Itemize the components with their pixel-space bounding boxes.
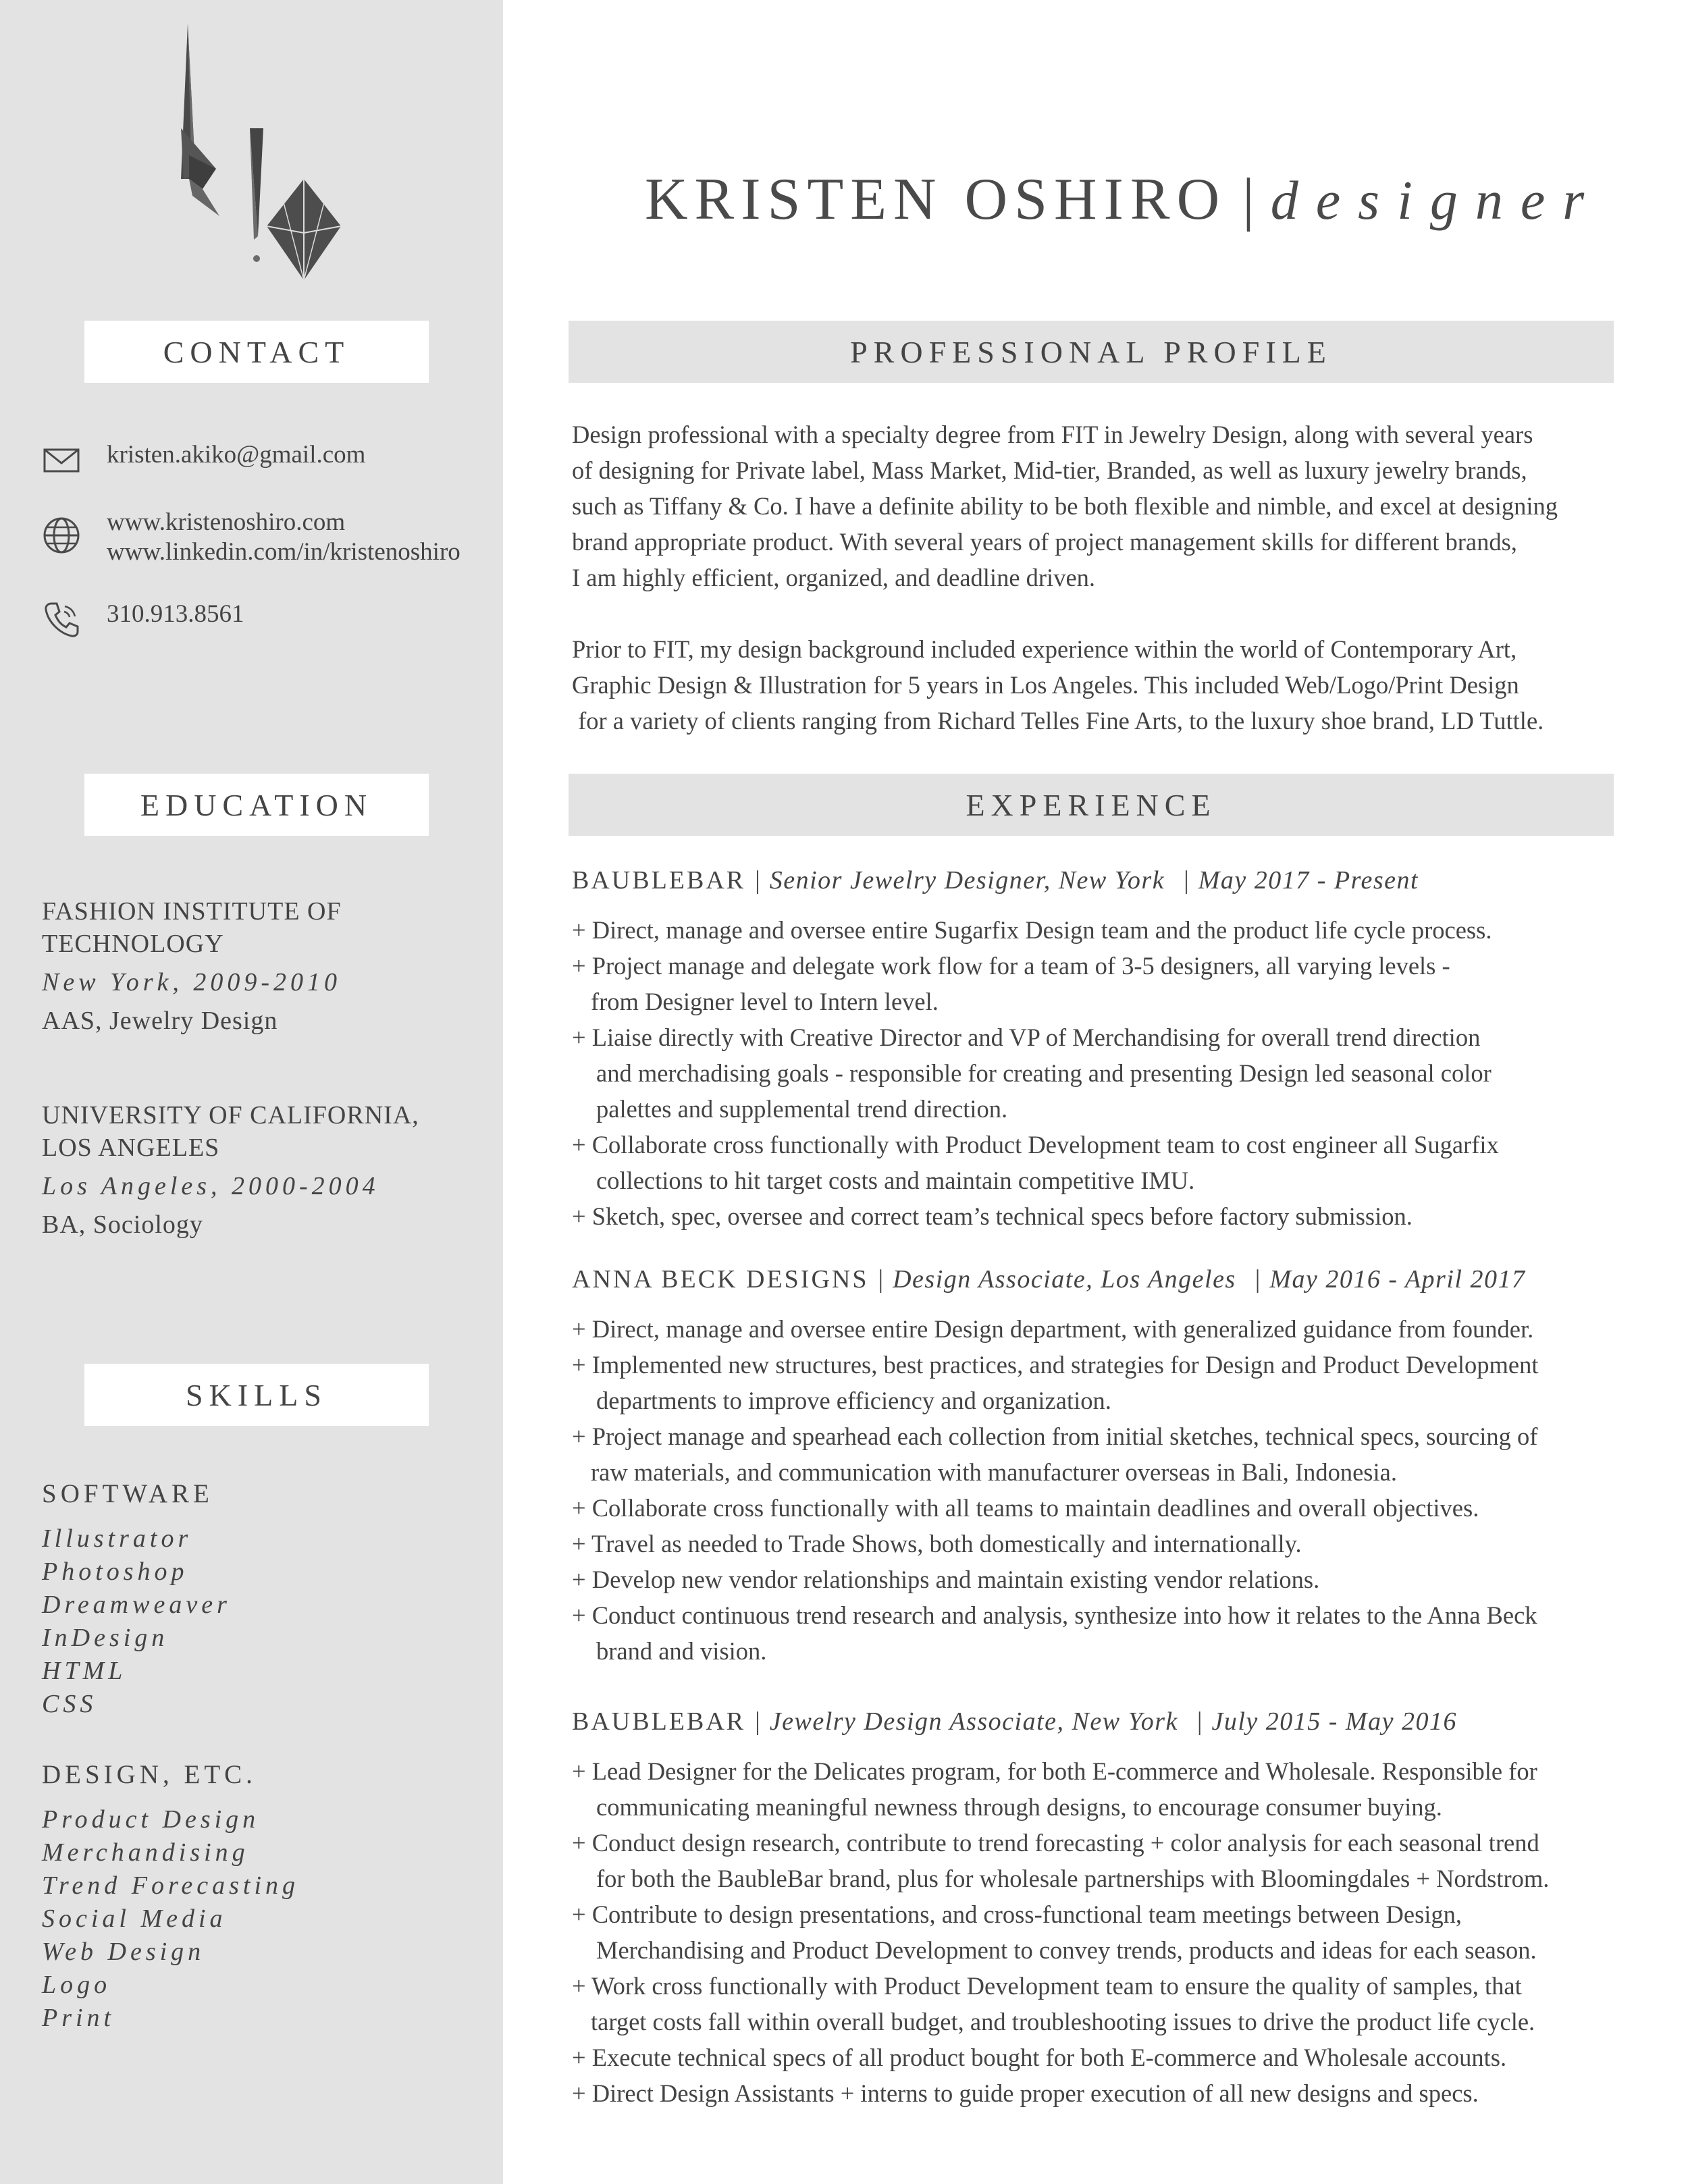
text-line: I am highly efficient, organized, and deadline driven. [572, 564, 1096, 591]
job-bullets [572, 1753, 1625, 2111]
phone-icon [42, 600, 81, 639]
bullet-line: communicating meaningful newness through designs, to encourage consumer buying. [596, 1793, 1442, 1821]
contact-web-row [42, 508, 460, 567]
school-name-line1: UNIVERSITY OF CALIFORNIA, [42, 1101, 419, 1129]
school-location: Los Angeles, 2000-2004 [42, 1172, 379, 1200]
bullet-line: + Collaborate cross functionally with all teams to maintain deadlines and overall objectives. [572, 1494, 1479, 1522]
job-bullets [572, 1311, 1625, 1669]
bullet-line: + Sketch, spec, oversee and correct team’s technical specs before factory submission. [572, 1202, 1413, 1230]
skill-item: Web Design [42, 1938, 205, 1966]
bullet-line: departments to improve efficiency and organization. [596, 1387, 1111, 1414]
bullet-line: + Travel as needed to Trade Shows, both domestically and internationally. [572, 1530, 1302, 1557]
job-dates: July 2015 - May 2016 [1211, 1707, 1457, 1736]
experience-heading: EXPERIENCE [569, 774, 1614, 836]
job-header: BAUBLEBAR | Senior Jewelry Designer, New York | May 2017 - Present [572, 866, 1419, 895]
profile-paragraph-1 [572, 417, 1625, 595]
bullet-line: + Contribute to design presentations, and cross-functional team meetings between Design, [572, 1900, 1462, 1928]
bullet-line: + Collaborate cross functionally with Product Development team to cost engineer all Sugarfix [572, 1131, 1499, 1158]
mail-icon [42, 440, 81, 479]
text-line: brand appropriate product. With several years of project management skills for different brands, [572, 528, 1517, 556]
text-line: such as Tiffany & Co. I have a definite ability to be both flexible and nimble, and excel at designing [572, 492, 1558, 520]
bullet-line: + Lead Designer for the Delicates program, for both E-commerce and Wholesale. Responsible for [572, 1757, 1537, 1785]
bullet-line: Merchandising and Product Development to convey trends, products and ideas for each season. [596, 1936, 1537, 1964]
bullet-line: from Designer level to Intern level. [591, 988, 939, 1015]
email-link[interactable]: kristen.akiko@gmail.com [107, 441, 366, 469]
job-dates: May 2016 - April 2017 [1269, 1265, 1526, 1294]
skill-item: Logo [42, 1971, 111, 1999]
contact-email-row [42, 440, 365, 479]
contact-phone-row [42, 600, 244, 639]
software-title: SOFTWARE [42, 1479, 213, 1508]
bullet-line: + Execute technical specs of all product bought for both E-commerce and Wholesale accounts. [572, 2044, 1507, 2071]
skill-item: Dreamweaver [42, 1591, 231, 1619]
bullet-line: + Project manage and delegate work flow for a team of 3-5 designers, all varying levels - [572, 952, 1450, 980]
job-header: BAUBLEBAR | Jewelry Design Associate, New York | July 2015 - May 2016 [572, 1707, 1457, 1736]
skill-item: Trend Forecasting [42, 1871, 300, 1900]
skill-item: Print [42, 2004, 115, 2032]
skill-item: Photoshop [42, 1557, 188, 1586]
job-position: Senior Jewelry Designer, New York [769, 866, 1165, 895]
job-dates: May 2017 - Present [1198, 866, 1419, 895]
bullet-line: brand and vision. [596, 1637, 767, 1665]
website-link[interactable]: www.kristenoshiro.com [107, 508, 346, 536]
bullet-line: + Conduct continuous trend research and analysis, synthesize into how it relates to the Anna Beck [572, 1601, 1537, 1629]
text-line: Prior to FIT, my design background included experience within the world of Contemporary Art, [572, 635, 1517, 663]
school-degree: AAS, Jewelry Design [42, 1007, 278, 1035]
job-header: ANNA BECK DESIGNS | Design Associate, Los Angeles | May 2016 - April 2017 [572, 1265, 1526, 1294]
role-title: designer [1270, 169, 1602, 231]
text-line: of designing for Private label, Mass Market, Mid-tier, Branded, as well as luxury jewelry brands, [572, 456, 1527, 484]
school-name-line2: TECHNOLOGY [42, 930, 224, 958]
bullet-line: palettes and supplemental trend direction. [596, 1095, 1008, 1123]
education-item-ucla [42, 1099, 419, 1241]
bullet-line: + Work cross functionally with Product Development team to ensure the quality of samples, that [572, 1972, 1522, 2000]
job-position: Jewelry Design Associate, New York [769, 1707, 1178, 1736]
bullet-line: target costs fall within overall budget, and troubleshooting issues to drive the product life cycle. [591, 2008, 1535, 2035]
bullet-line: + Implemented new structures, best practices, and strategies for Design and Product Development [572, 1351, 1539, 1379]
text-line: for a variety of clients ranging from Richard Telles Fine Arts, to the luxury shoe brand, LD Tuttle. [572, 707, 1544, 735]
bullet-line: raw materials, and communication with manufacturer overseas in Bali, Indonesia. [591, 1458, 1397, 1486]
skill-item: HTML [42, 1657, 127, 1685]
linkedin-link[interactable]: www.linkedin.com/in/kristenoshiro [107, 538, 460, 566]
job-position: Design Associate, Los Angeles [893, 1265, 1236, 1294]
bullet-line: + Direct Design Assistants + interns to guide proper execution of all new designs and specs. [572, 2079, 1479, 2107]
bullet-line: + Direct, manage and oversee entire Design department, with generalized guidance from founder. [572, 1315, 1534, 1343]
bullet-line: collections to hit target costs and maintain competitive IMU. [596, 1167, 1195, 1194]
bullet-line: + Liaise directly with Creative Director and VP of Merchandising for overall trend direction [572, 1023, 1481, 1051]
design-skills [42, 1759, 299, 2035]
skill-item: Social Media [42, 1905, 227, 1933]
globe-icon [42, 516, 81, 555]
design-title: DESIGN, ETC. [42, 1760, 257, 1789]
job-company: BAUBLEBAR [572, 1707, 746, 1736]
education-heading: EDUCATION [84, 774, 429, 836]
ko-logo [169, 10, 344, 280]
skill-item: CSS [42, 1690, 97, 1718]
name-separator: | [1242, 167, 1255, 232]
text-line: Graphic Design & Illustration for 5 years in Los Angeles. This included Web/Logo/Print Design [572, 671, 1519, 699]
skill-item: Illustrator [42, 1524, 192, 1553]
bullet-line: and merchadising goals - responsible for creating and presenting Design led seasonal color [596, 1059, 1492, 1087]
education-item-fit [42, 895, 342, 1037]
job-bullets [572, 912, 1625, 1234]
full-name: KRISTEN OSHIRO [645, 167, 1227, 232]
bullet-line: + Project manage and spearhead each collection from initial sketches, technical specs, sourcing of [572, 1422, 1538, 1450]
job-company: ANNA BECK DESIGNS [572, 1265, 869, 1294]
name-title [645, 165, 1602, 234]
skill-item: Product Design [42, 1805, 260, 1834]
bullet-line: + Conduct design research, contribute to trend forecasting + color analysis for each seasonal trend [572, 1829, 1539, 1857]
contact-heading: CONTACT [84, 321, 429, 383]
skill-item: InDesign [42, 1624, 169, 1652]
school-location: New York, 2009-2010 [42, 968, 342, 996]
software-skills [42, 1479, 231, 1721]
phone-number[interactable]: 310.913.8561 [107, 600, 244, 628]
school-name-line1: FASHION INSTITUTE OF [42, 897, 342, 926]
bullet-line: + Direct, manage and oversee entire Sugarfix Design team and the product life cycle process. [572, 916, 1492, 944]
school-degree: BA, Sociology [42, 1210, 203, 1239]
profile-heading: PROFESSIONAL PROFILE [569, 321, 1614, 383]
skills-heading: SKILLS [84, 1364, 429, 1426]
text-line: Design professional with a specialty degree from FIT in Jewelry Design, along with several years [572, 421, 1533, 448]
bullet-line: for both the BaubleBar brand, plus for wholesale partnerships with Bloomingdales + Nordstrom. [596, 1865, 1550, 1892]
school-name-line2: LOS ANGELES [42, 1134, 220, 1162]
bullet-line: + Develop new vendor relationships and maintain existing vendor relations. [572, 1566, 1320, 1593]
skill-item: Merchandising [42, 1838, 249, 1867]
profile-paragraph-2 [572, 631, 1625, 739]
job-company: BAUBLEBAR [572, 866, 746, 895]
